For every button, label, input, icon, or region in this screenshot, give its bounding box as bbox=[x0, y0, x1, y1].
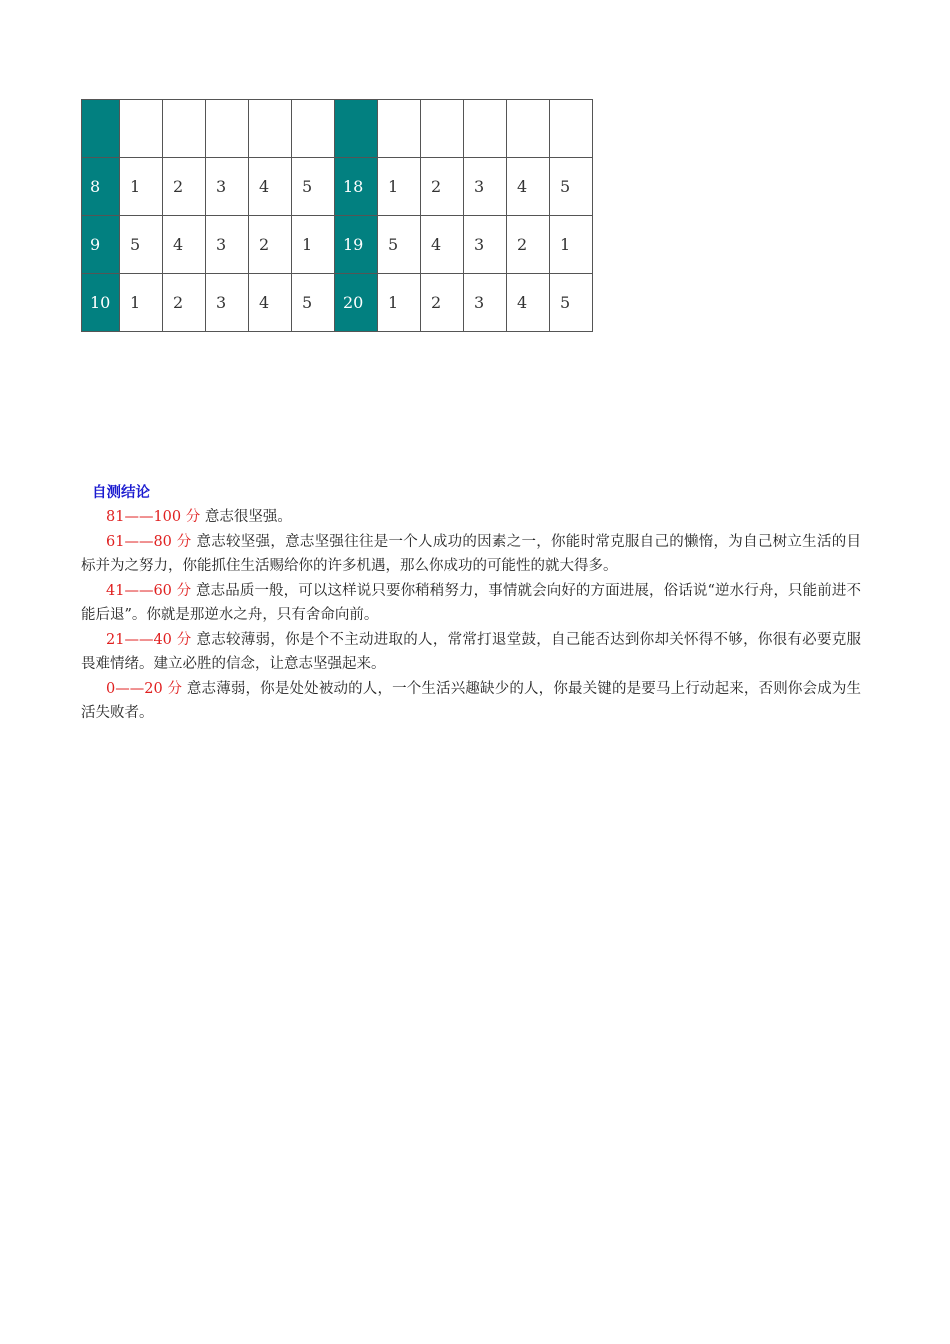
question-number-cell: 18 bbox=[335, 158, 378, 216]
question-number-cell bbox=[82, 100, 120, 158]
score-range-label: 81——100 分 bbox=[106, 509, 201, 525]
score-cell: 4 bbox=[507, 158, 550, 216]
score-table bbox=[81, 99, 593, 332]
score-cell: 4 bbox=[421, 216, 464, 274]
score-range-label: 0——20 分 bbox=[106, 680, 183, 697]
conclusion-list bbox=[81, 505, 861, 726]
table-row bbox=[82, 216, 593, 274]
question-number-cell: 8 bbox=[82, 158, 120, 216]
score-cell: 1 bbox=[120, 158, 163, 216]
score-cell: 5 bbox=[292, 274, 335, 332]
score-cell: 2 bbox=[507, 216, 550, 274]
question-number-cell bbox=[335, 100, 378, 158]
conclusion-item bbox=[81, 530, 861, 579]
score-cell: 4 bbox=[249, 158, 292, 216]
score-cell: 3 bbox=[464, 216, 507, 274]
score-cell: 2 bbox=[249, 216, 292, 274]
conclusion-item bbox=[81, 677, 861, 726]
conclusion-text: 意志较坚强，意志坚强往往是一个人成功的因素之一，你能时常克服自己的懒惰，为自己树立生活的目标并为之努力，你能抓住生活赐给你的许多机遇，那么你成功的可能性的就大得多。 bbox=[81, 533, 862, 574]
score-cell: 1 bbox=[550, 216, 593, 274]
score-cell: 5 bbox=[550, 274, 593, 332]
score-cell: 2 bbox=[421, 158, 464, 216]
score-cell: 3 bbox=[464, 274, 507, 332]
table-row bbox=[82, 274, 593, 332]
conclusion-item bbox=[81, 579, 861, 628]
conclusion-text: 意志薄弱，你是处处被动的人，一个生活兴趣缺少的人，你最关键的是要马上行动起来，否则你会成为生活失败者。 bbox=[81, 680, 862, 721]
score-range-label: 41——60 分 bbox=[106, 582, 192, 599]
score-cell: 4 bbox=[249, 274, 292, 332]
score-cell bbox=[507, 100, 550, 158]
score-cell: 3 bbox=[206, 274, 249, 332]
score-range-label: 61——80 分 bbox=[106, 533, 192, 550]
conclusion-text: 意志品质一般，可以这样说只要你稍稍努力，事情就会向好的方面进展，俗话说“逆水行舟，只能前进不能后退”。你就是那逆水之舟，只有舍命向前。 bbox=[81, 582, 862, 623]
score-cell bbox=[464, 100, 507, 158]
score-cell: 2 bbox=[421, 274, 464, 332]
score-cell: 1 bbox=[378, 158, 421, 216]
question-number-cell: 19 bbox=[335, 216, 378, 274]
score-cell: 2 bbox=[163, 158, 206, 216]
conclusion-text: 意志较薄弱，你是个不主动进取的人，常常打退堂鼓，自己能否达到你却关怀得不够，你很有必要克服畏难情绪。建立必胜的信念，让意志坚强起来。 bbox=[81, 631, 862, 672]
score-cell bbox=[206, 100, 249, 158]
conclusion-section bbox=[81, 481, 861, 726]
score-cell bbox=[163, 100, 206, 158]
score-cell bbox=[249, 100, 292, 158]
conclusion-title: 自测结论 bbox=[92, 485, 150, 501]
score-cell: 5 bbox=[292, 158, 335, 216]
score-cell: 5 bbox=[120, 216, 163, 274]
conclusion-text: 意志很坚强。 bbox=[204, 509, 292, 525]
score-cell: 2 bbox=[163, 274, 206, 332]
score-cell: 4 bbox=[163, 216, 206, 274]
score-cell bbox=[120, 100, 163, 158]
score-cell: 5 bbox=[550, 158, 593, 216]
score-cell: 3 bbox=[206, 158, 249, 216]
conclusion-item bbox=[81, 628, 861, 677]
score-cell: 1 bbox=[120, 274, 163, 332]
score-cell bbox=[378, 100, 421, 158]
conclusion-item bbox=[81, 505, 861, 530]
score-cell: 1 bbox=[292, 216, 335, 274]
question-number-cell: 20 bbox=[335, 274, 378, 332]
question-number-cell: 10 bbox=[82, 274, 120, 332]
score-cell bbox=[292, 100, 335, 158]
score-cell bbox=[421, 100, 464, 158]
score-range-label: 21——40 分 bbox=[106, 631, 192, 648]
score-cell bbox=[550, 100, 593, 158]
table-row bbox=[82, 100, 593, 158]
score-cell: 1 bbox=[378, 274, 421, 332]
score-cell: 3 bbox=[206, 216, 249, 274]
score-cell: 5 bbox=[378, 216, 421, 274]
score-cell: 4 bbox=[507, 274, 550, 332]
table-row bbox=[82, 158, 593, 216]
score-cell: 3 bbox=[464, 158, 507, 216]
question-number-cell: 9 bbox=[82, 216, 120, 274]
